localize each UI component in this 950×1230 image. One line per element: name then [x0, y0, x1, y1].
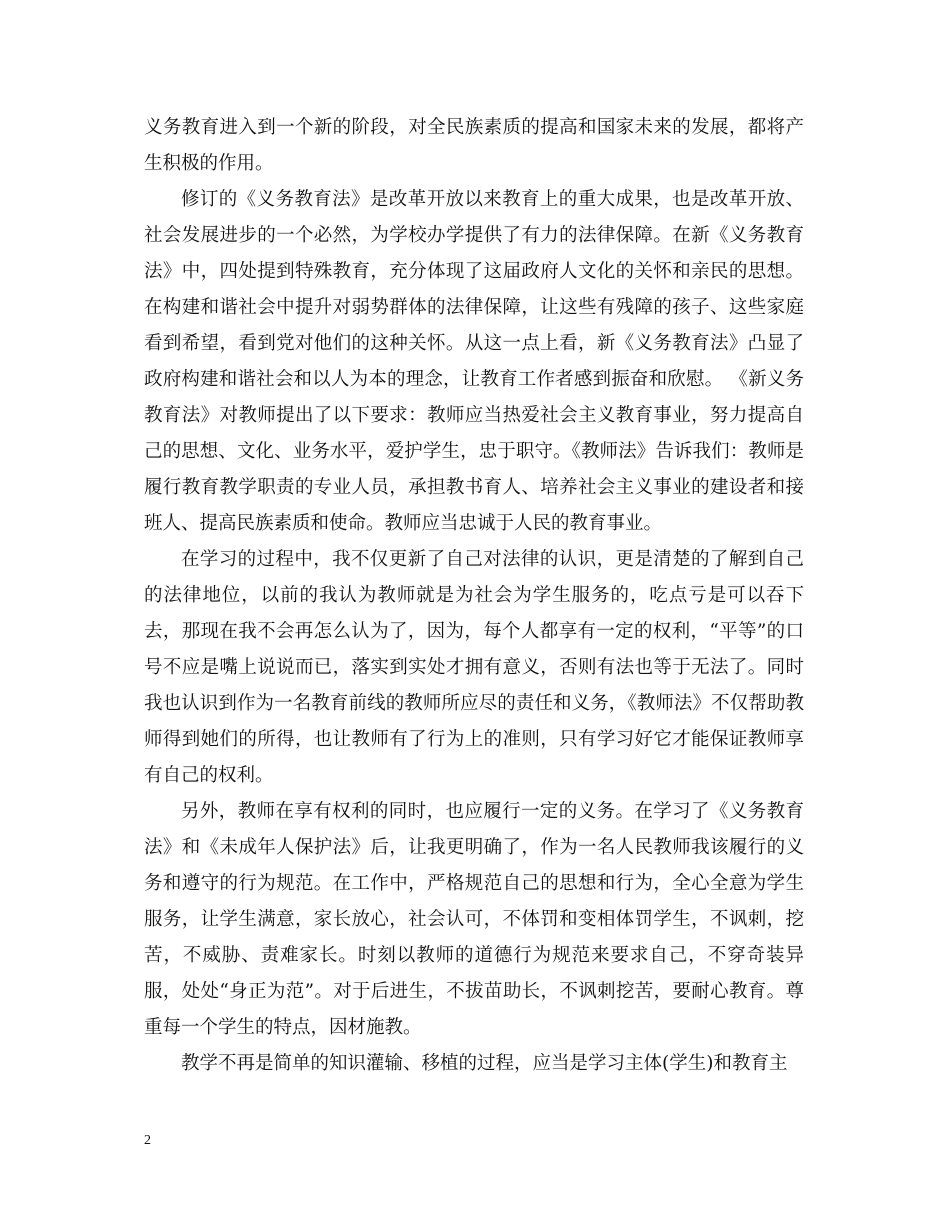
paragraph-teaching-process: 教学不再是简单的知识灌输、移植的过程，应当是学习主体(学生)和教育主 [181, 1053, 788, 1074]
paragraph-continuation: 义务教育进入到一个新的阶段，对全民族素质的提高和国家未来的发展，都将产生积极的作用。 [144, 117, 804, 174]
paragraph-teacher-obligations: 另外，教师在享有权利的同时，也应履行一定的义务。在学习了《义务教育法》和《未成年人保护法》后，让我更明确了，作为一名人民教师我该履行的义务和遵守的行为规范。在工作中，严格规范自己的思想和行为，全心全意为学生服务，让学生满意，家长放心，社会认可，不体罚和变相体罚学生，不讽刺，挖苦，不威胁、责难家长。时刻以教师的道德行为规范来要求自己，不穿奇装异服，处处“身正为范”。对于后进生，不拔苗助长，不讽刺挖苦，要耐心教育。尊重每一个学生的特点，因材施教。 [144, 801, 804, 1038]
body-text [144, 110, 804, 1082]
paragraph-learning-process: 在学习的过程中，我不仅更新了自己对法律的认识，更是清楚的了解到自己的法律地位，以前的我认为教师就是为社会为学生服务的，吃点亏是可以吞下去，那现在我不会再怎么认为了，因为，每个人都享有一定的权利，“平等”的口号不应是嘴上说说而已，落实到实处才拥有意义，否则有法也等于无法了。同时我也认识到作为一名教育前线的教师所应尽的责任和义务，《教师法》不仅帮助教师得到她们的所得，也让教师有了行为上的准则，只有学习好它才能保证教师享有自己的权利。 [144, 549, 804, 786]
page-number: 2 [144, 1133, 151, 1148]
paragraph-compulsory-education-law: 修订的《义务教育法》是改革开放以来教育上的重大成果，也是改革开放、社会发展进步的一个必然，为学校办学提供了有力的法律保障。在新《义务教育法》中，四处提到特殊教育，充分体现了这届政府人文化的关怀和亲民的思想。在构建和谐社会中提升对弱势群体的法律保障，让这些有残障的孩子、这些家庭看到希望，看到党对他们的这种关怀。从这一点上看，新《义务教育法》凸显了政府构建和谐社会和以人为本的理念，让教育工作者感到振奋和欣慰。 《新义务教育法》对教师提出了以下要求：教师应当热爱社会主义教育事业，努力提高自己的思想、文化、业务水平，爱护学生，忠于职守。《教师法》告诉我们：教师是履行教育教学职责的专业人员，承担教书育人、培养社会主义事业的建设者和接班人、提高民族素质和使命。教师应当忠诚于人民的教育事业。 [144, 189, 804, 534]
